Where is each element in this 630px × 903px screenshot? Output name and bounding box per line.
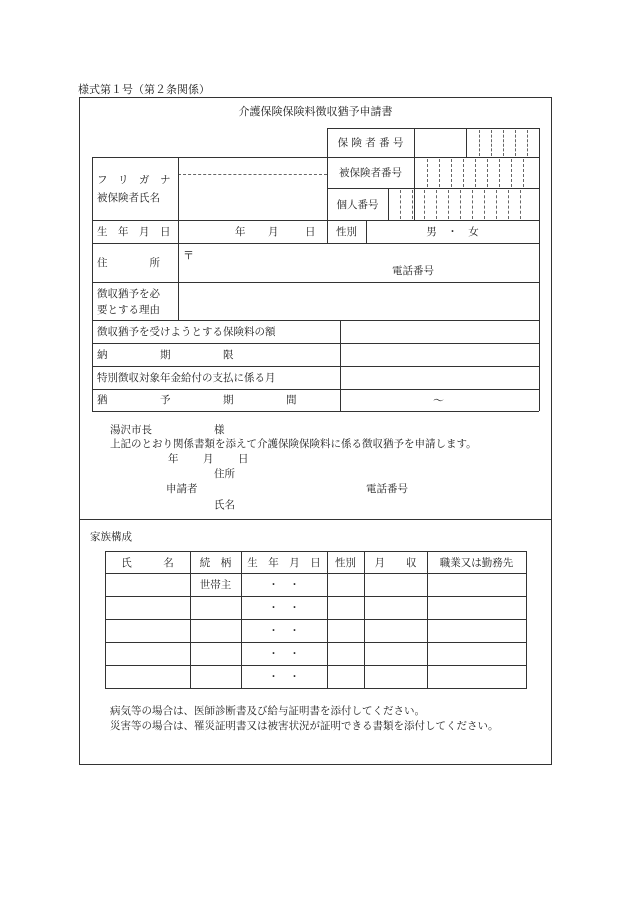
dob-day: 日 bbox=[305, 226, 316, 238]
head-of-household: 世帯主 bbox=[199, 579, 232, 591]
period-separator: ～ bbox=[433, 394, 444, 407]
sex-label: 性別 bbox=[336, 226, 357, 238]
applicant-address-label: 住所 bbox=[214, 468, 235, 480]
col-sex: 性別 bbox=[335, 557, 356, 569]
form-title: 介護保険保険料徴収猶予申請書 bbox=[238, 105, 393, 118]
declaration-statement: 上記のとおり関係書類を添えて介護保険保険料に係る徴収猶予を申請します。 bbox=[110, 438, 477, 450]
applicant-label: 申請者 bbox=[166, 483, 198, 495]
declaration-month: 月 bbox=[203, 453, 214, 465]
col-name: 氏 名 bbox=[121, 557, 174, 569]
declaration-divider bbox=[79, 519, 552, 520]
period-label: 猶 予 期 間 bbox=[97, 394, 297, 406]
honorific: 様 bbox=[214, 424, 225, 436]
declaration-day: 日 bbox=[238, 453, 249, 465]
personal-number-label: 個人番号 bbox=[336, 199, 379, 211]
sex-options[interactable]: 男 ・ 女 bbox=[426, 226, 479, 238]
insured-number-label: 被保険者番号 bbox=[339, 167, 402, 179]
furigana-label: フ リ ガ ナ bbox=[97, 174, 171, 186]
address-label: 住 所 bbox=[97, 257, 160, 269]
note-illness: 病気等の場合は、医師診断書及び給与証明書を添付してください。 bbox=[110, 705, 425, 717]
amount-label: 徴収猶予を受けようとする保険料の額 bbox=[97, 326, 276, 338]
family-heading: 家族構成 bbox=[90, 531, 132, 543]
postal-mark: 〒 bbox=[183, 249, 194, 262]
row-3-date-dots: ・ ・ bbox=[268, 625, 300, 637]
dob-year: 年 bbox=[235, 226, 246, 238]
row-1-date-dots: ・ ・ bbox=[268, 579, 300, 591]
reason-label-line-1: 徴収猶予を必 bbox=[97, 288, 160, 300]
insurer-number-label: 保 険 者 番 号 bbox=[337, 137, 404, 149]
applicant-name-label: 氏名 bbox=[214, 499, 235, 511]
row-2-date-dots: ・ ・ bbox=[268, 602, 300, 614]
phone-label: 電話番号 bbox=[392, 265, 434, 277]
form-number: 様式第１号（第２条関係） bbox=[78, 83, 210, 96]
col-birthdate: 生 年 月 日 bbox=[247, 557, 321, 569]
declaration-year: 年 bbox=[168, 453, 179, 465]
row-5-date-dots: ・ ・ bbox=[268, 671, 300, 683]
col-occupation: 職業又は勤務先 bbox=[439, 557, 514, 569]
addressee: 湯沢市長 bbox=[110, 424, 152, 436]
deadline-label: 納 期 限 bbox=[97, 349, 234, 361]
pension-month-label: 特別徴収対象年金給付の支払に係る月 bbox=[97, 372, 276, 384]
col-relationship: 続 柄 bbox=[199, 557, 232, 569]
dob-month: 月 bbox=[268, 226, 279, 238]
insured-name-label: 被保険者氏名 bbox=[97, 192, 160, 204]
applicant-phone-label: 電話番号 bbox=[366, 483, 408, 495]
dob-label: 生 年 月 日 bbox=[97, 226, 171, 238]
col-monthly-income: 月 収 bbox=[374, 557, 417, 569]
reason-label-line-2: 要とする理由 bbox=[97, 304, 160, 316]
row-4-date-dots: ・ ・ bbox=[268, 648, 300, 660]
note-disaster: 災害等の場合は、罹災証明書又は被害状況が証明できる書類を添付してください。 bbox=[110, 720, 499, 732]
